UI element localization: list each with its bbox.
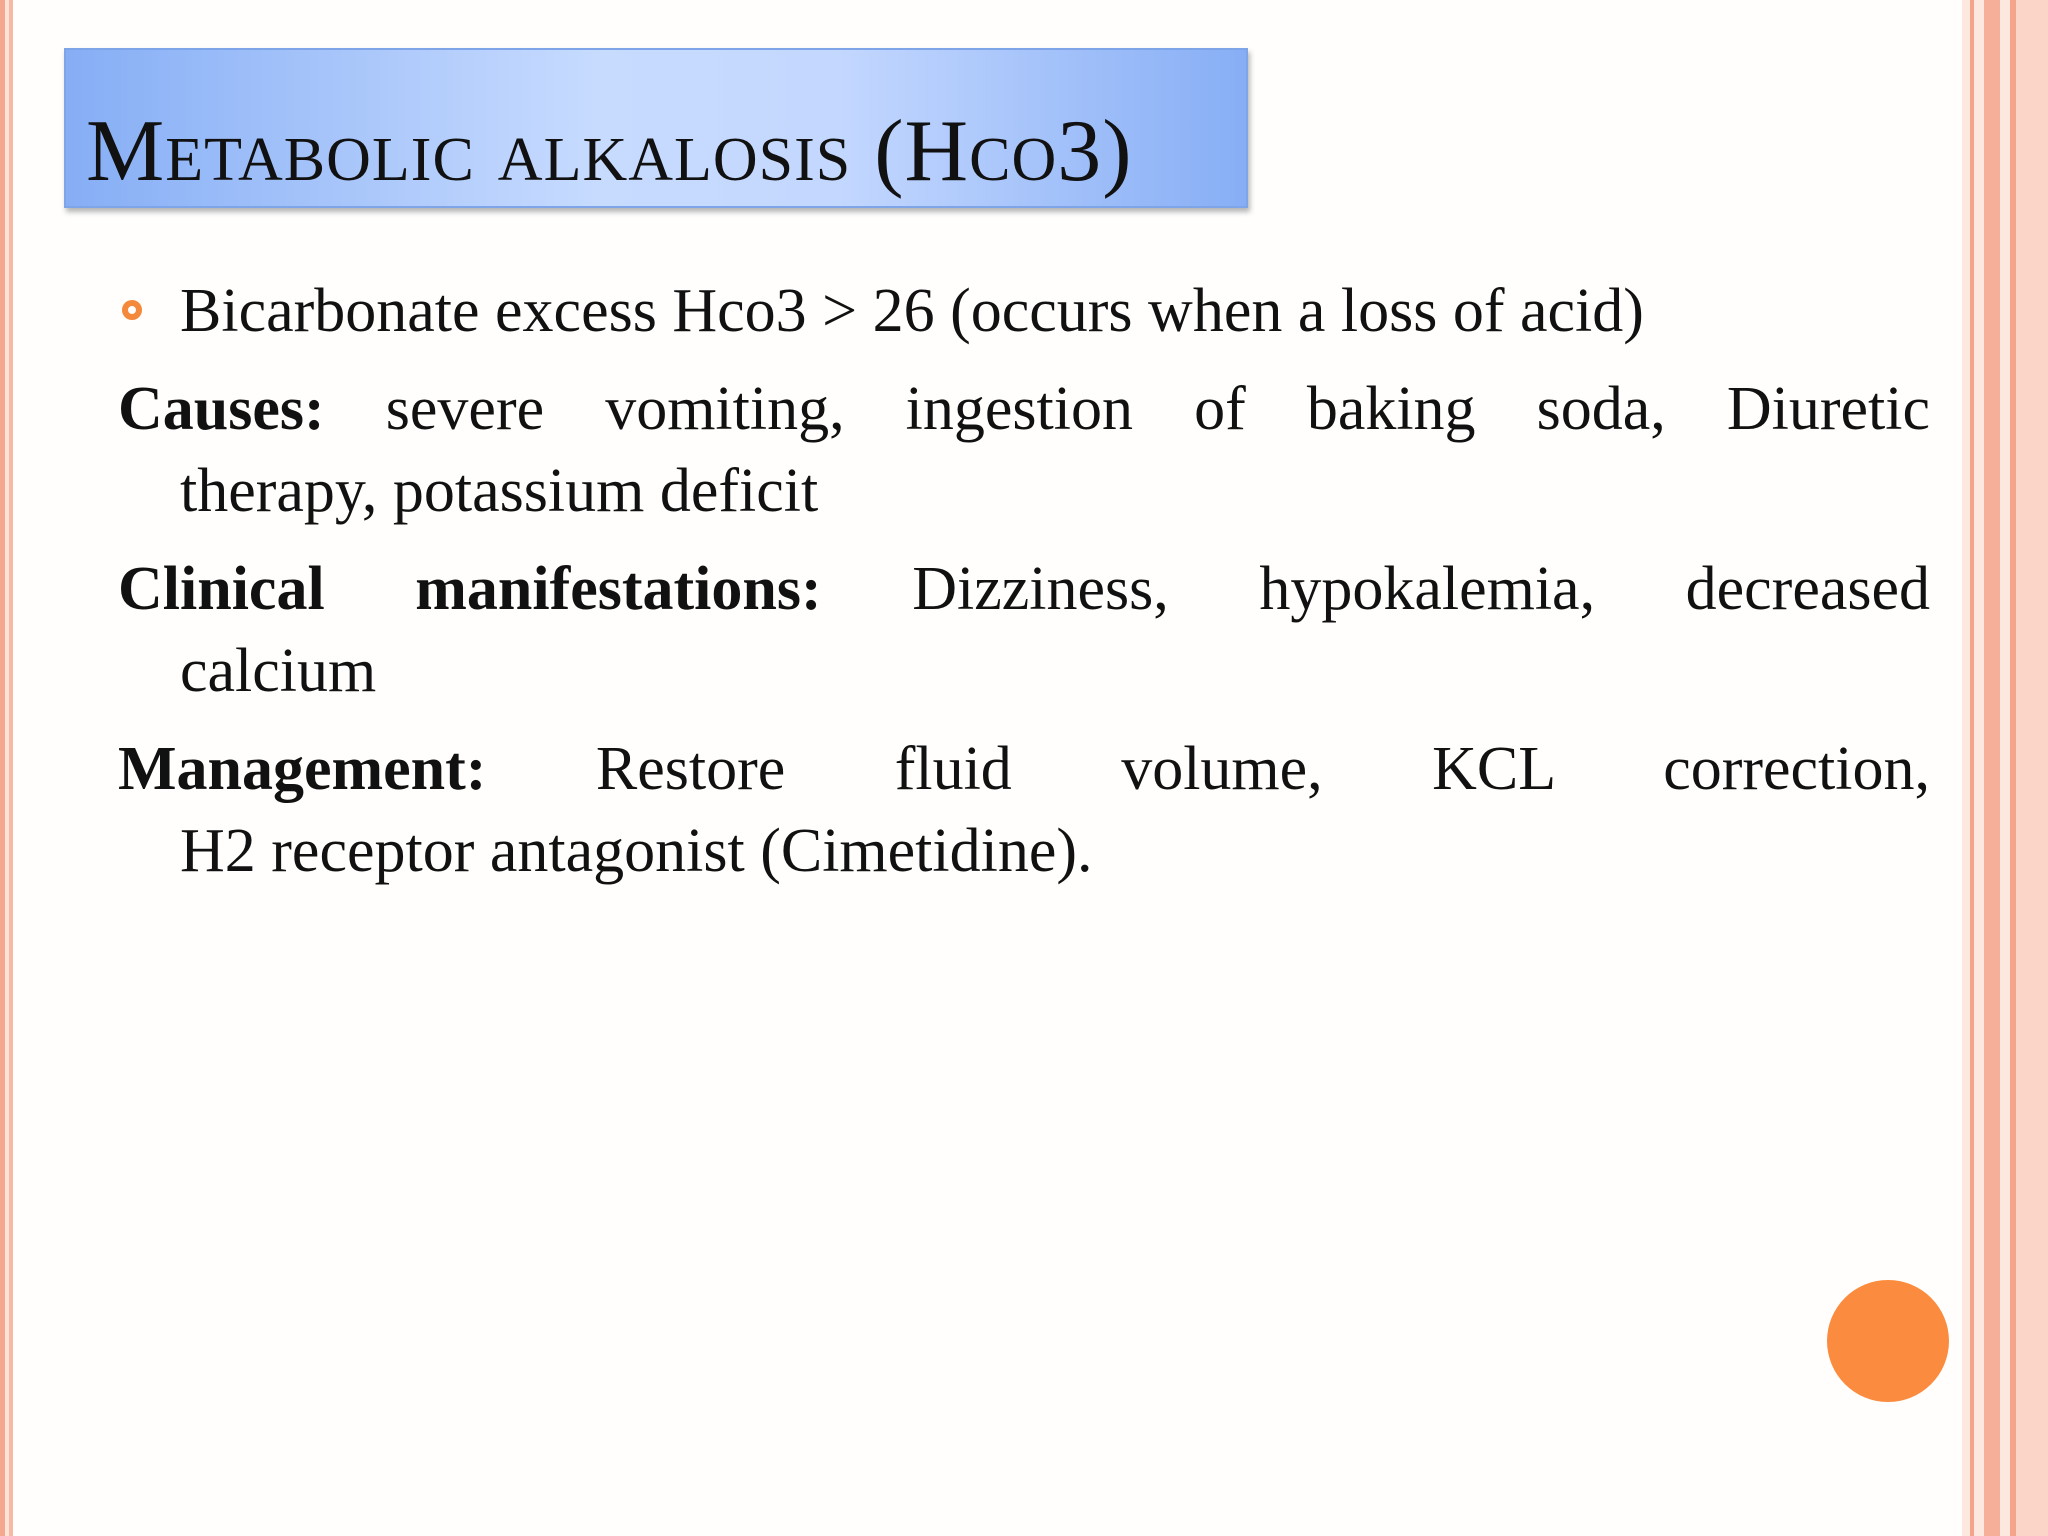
title-box [64, 48, 1248, 208]
clinical-line2: calcium [180, 637, 377, 705]
circle-bullet-icon [122, 300, 142, 320]
management-label: Management: [118, 735, 487, 803]
causes-label: Causes: [118, 375, 325, 443]
causes-line2: therapy, potassium deficit [180, 457, 819, 525]
clinical-text: Dizziness, hypokalemia, decreased [912, 555, 1930, 623]
management-line2: H2 receptor antagonist (Cimetidine). [180, 817, 1093, 885]
clinical-label: Clinical manifestations: [118, 555, 822, 623]
causes-paragraph [118, 368, 1930, 532]
causes-text: severe vomiting, ingestion of baking soda, Diuretic [385, 375, 1931, 443]
orange-circle-decoration [1827, 1280, 1949, 1402]
bullet-text: Bicarbonate excess Hco3 > 26 (occurs when a loss of acid) [180, 277, 1644, 345]
clinical-paragraph [118, 548, 1930, 712]
slide-content [118, 270, 1930, 908]
management-paragraph [118, 728, 1930, 892]
right-decorative-border [1962, 0, 2048, 1536]
management-line1 [118, 728, 1930, 810]
slide-title: Metabolic alkalosis (Hco3) [86, 103, 1133, 200]
management-text: Restore fluid volume, KCL correction, [595, 735, 1930, 803]
bullet-item [118, 270, 1930, 352]
clinical-line1 [118, 548, 1930, 630]
left-decorative-border [0, 0, 16, 1536]
causes-line1 [118, 368, 1930, 450]
